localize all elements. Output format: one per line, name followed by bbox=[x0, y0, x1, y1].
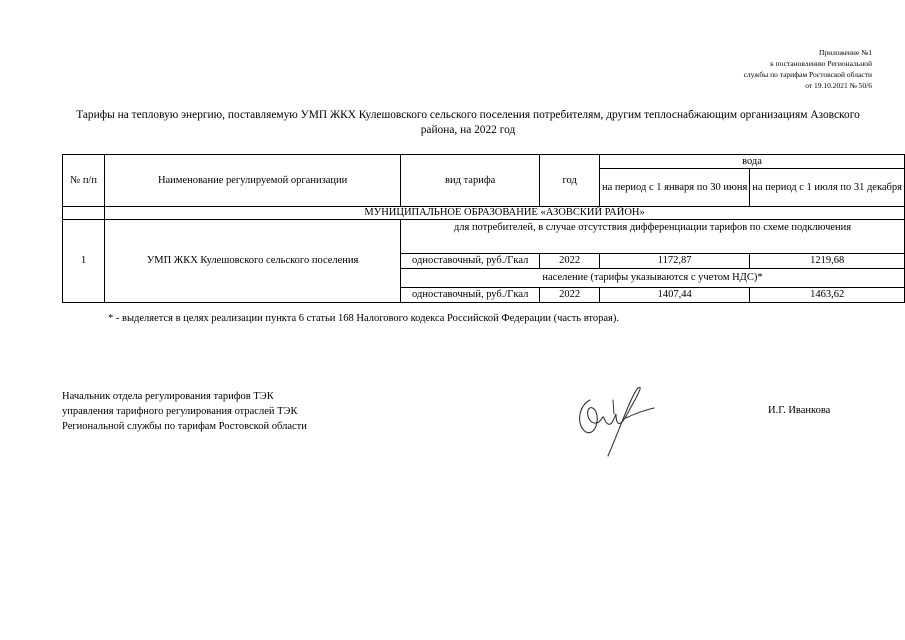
appendix-line: к постановлению Региональной bbox=[770, 59, 872, 68]
period-1-value: 1172,87 bbox=[599, 254, 749, 269]
appendix-line: Приложение №1 bbox=[818, 48, 872, 57]
subheader-consumers: для потребителей, в случае отсутствия дифференциации тарифов по схеме подключения bbox=[401, 220, 905, 254]
appendix-note bbox=[744, 47, 872, 91]
signatory-position bbox=[62, 389, 307, 434]
tariff-type-cell: одноставочный, руб./Гкал bbox=[401, 254, 540, 269]
row-num: 1 bbox=[63, 220, 105, 303]
title-line-2: района, на 2022 год bbox=[420, 124, 516, 136]
period-2-value: 1463,62 bbox=[750, 288, 905, 303]
tariff-type-cell: одноставочный, руб./Гкал bbox=[401, 288, 540, 303]
year-cell: 2022 bbox=[540, 254, 600, 269]
appendix-line: службы по тарифам Ростовской области bbox=[743, 70, 872, 79]
header-num: № п/п bbox=[63, 155, 105, 207]
signatory-name: И.Г. Иванкова bbox=[768, 405, 831, 416]
header-org: Наименование регулируемой организации bbox=[105, 155, 401, 207]
appendix-line: от 19.10.2021 № 50/6 bbox=[805, 81, 872, 90]
header-period-2: на период с 1 июля по 31 декабря bbox=[750, 169, 905, 207]
signatory-line: Начальник отдела регулирования тарифов ТЭК bbox=[62, 391, 274, 402]
signatory-line: Региональной службы по тарифам Ростовской области bbox=[62, 421, 307, 432]
year-cell: 2022 bbox=[540, 288, 600, 303]
period-1-value: 1407,44 bbox=[599, 288, 749, 303]
row-org: УМП ЖКХ Кулешовского сельского поселения bbox=[105, 220, 401, 303]
header-period-1: на период с 1 января по 30 июня bbox=[599, 169, 749, 207]
section-title: МУНИЦИПАЛЬНОЕ ОБРАЗОВАНИЕ «АЗОВСКИЙ РАЙОН» bbox=[105, 207, 905, 220]
subheader-population: население (тарифы указываются с учетом НДС)* bbox=[401, 269, 905, 288]
footnote: * - выделяется в целях реализации пункта 6 статьи 168 Налогового кодекса Российской Федерации (часть вторая). bbox=[108, 313, 619, 324]
document-title bbox=[62, 108, 874, 138]
header-group-water: вода bbox=[599, 155, 904, 169]
period-2-value: 1219,68 bbox=[750, 254, 905, 269]
title-line-1: Тарифы на тепловую энергию, поставляемую УМП ЖКХ Кулешовского сельского поселения потребителям, другим теплоснабжающим организациям Азовского bbox=[76, 109, 860, 121]
tariff-table bbox=[62, 154, 905, 303]
section-empty-cell bbox=[63, 207, 105, 220]
header-tariff-type: вид тарифа bbox=[401, 155, 540, 207]
handwritten-signature bbox=[568, 378, 663, 464]
header-year: год bbox=[540, 155, 600, 207]
signatory-line: управления тарифного регулирования отраслей ТЭК bbox=[62, 406, 298, 417]
